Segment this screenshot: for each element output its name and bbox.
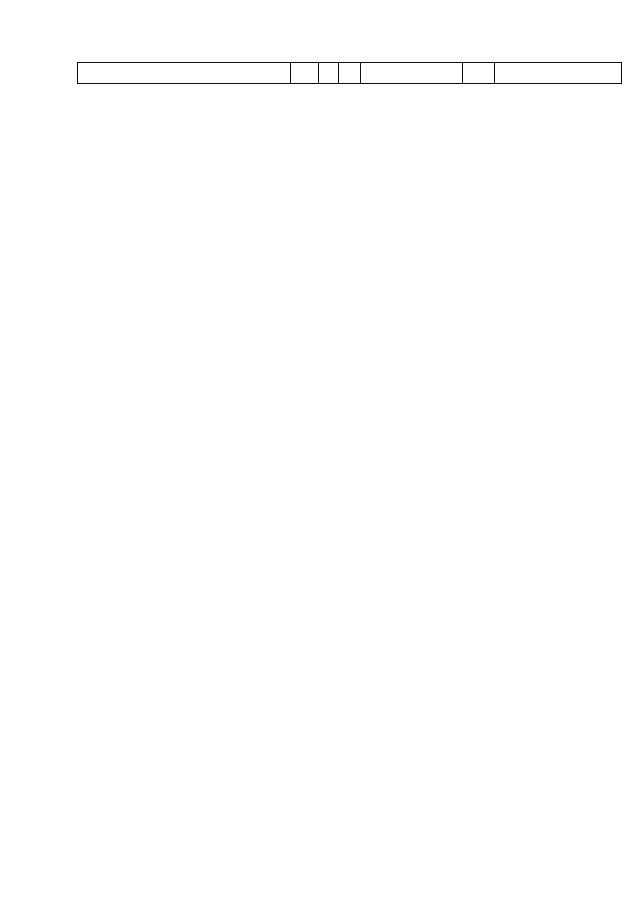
header-col-1 xyxy=(78,63,291,83)
header-col-7 xyxy=(495,63,621,83)
header-col-6 xyxy=(463,63,495,83)
header-col-5 xyxy=(361,63,463,83)
header-col-2 xyxy=(291,63,319,83)
header-col-4 xyxy=(339,63,361,83)
table-header xyxy=(77,62,622,84)
header-col-3 xyxy=(319,63,339,83)
